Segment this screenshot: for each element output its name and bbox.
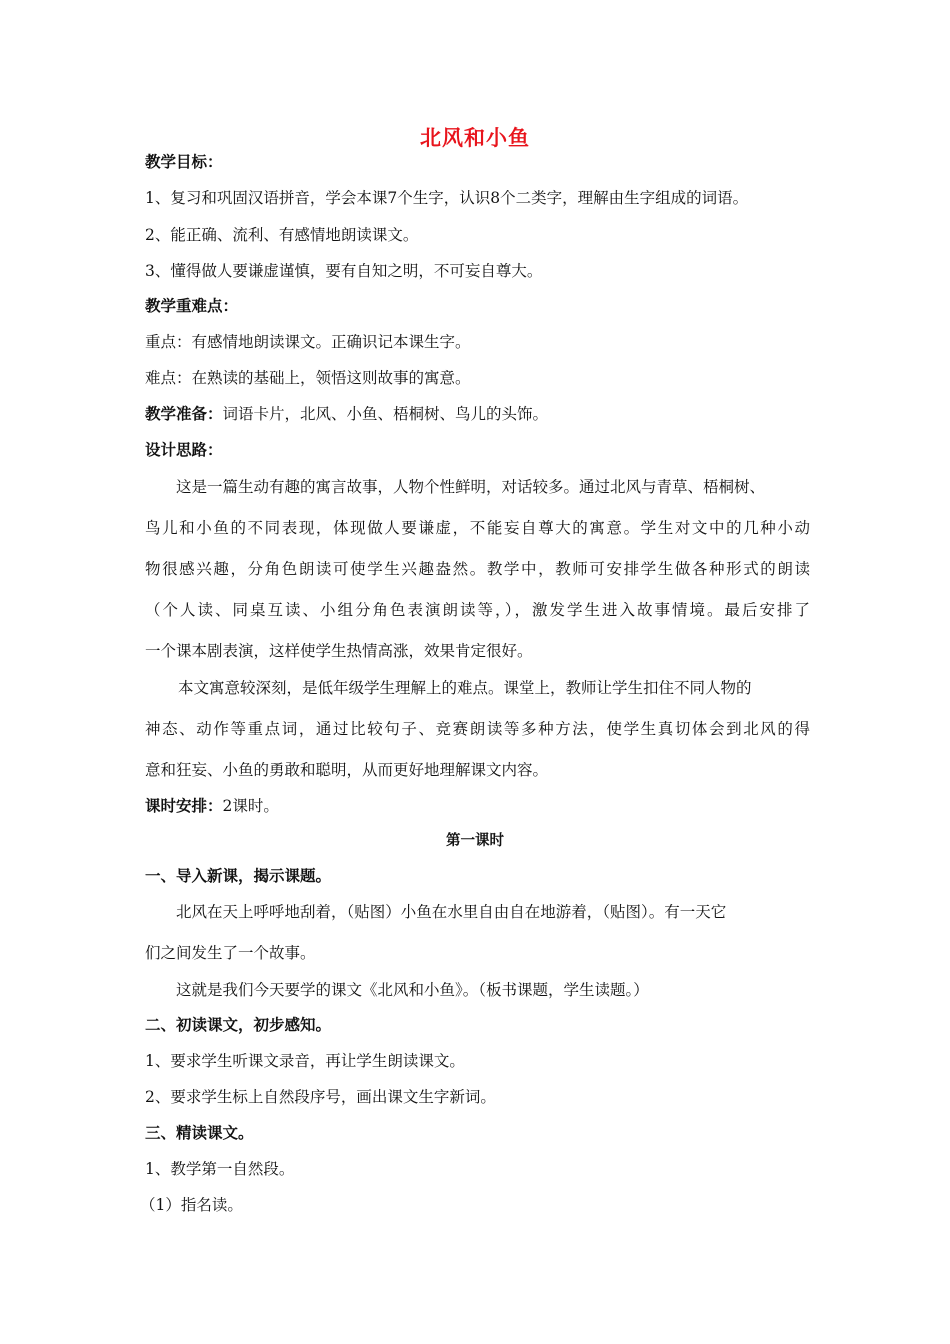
design-para2-line: 本文寓意较深刻，是低年级学生理解上的难点。课堂上，教师让学生扣住不同人物的 — [178, 679, 752, 697]
preparation-line — [145, 404, 810, 424]
objective-item: 3、懂得做人要谦虚谨慎，要有自知之明，不可妄自尊大。 — [145, 262, 543, 280]
key-point-text: 重点：有感情地朗读课文。正确识记本课生字。 — [145, 333, 471, 351]
section1-line: 们之间发生了一个故事。 — [145, 944, 316, 962]
section2-item: 2、要求学生标上自然段序号，画出课文生字新词。 — [145, 1088, 496, 1106]
section2-item: 1、要求学生听课文录音，再让学生朗读课文。 — [145, 1052, 465, 1070]
section-heading: 二、初读课文，初步感知。 — [145, 1016, 332, 1034]
objectives-heading: 教学目标： — [145, 153, 223, 171]
section1-line: 北风在天上呼呼地刮着，（贴图）小鱼在水里自由自在地游着，（贴图）。有一天它 — [176, 903, 727, 921]
key-points-heading: 教学重难点： — [145, 297, 239, 315]
design-para1-line: 这是一篇生动有趣的寓言故事，人物个性鲜明，对话较多。通过北风与青草、梧桐树、 — [176, 478, 766, 496]
section-heading: 三、精读课文。 — [145, 1124, 254, 1142]
section-heading: 一、导入新课，揭示课题。 — [145, 867, 332, 885]
schedule-line — [145, 796, 810, 816]
design-para1-line: 鸟儿和小鱼的不同表现，体现做人要谦虚，不能妄自尊大的寓意。学生对文中的几种小动 — [145, 519, 810, 537]
preparation-text: 词语卡片，北风、小鱼、梧桐树、鸟儿的头饰。 — [222, 405, 549, 423]
section3-item: 1、教学第一自然段。 — [145, 1160, 295, 1178]
difficult-point-text: 难点：在熟读的基础上，领悟这则故事的寓意。 — [145, 369, 471, 387]
section3-subitem: （1）指名读。 — [140, 1196, 243, 1214]
schedule-text: 2课时。 — [222, 797, 279, 815]
design-para1-line: 一个课本剧表演，这样使学生热情高涨，效果肯定很好。 — [145, 642, 533, 660]
objective-item: 2、能正确、流利、有感情地朗读课文。 — [145, 226, 419, 244]
objective-item: 1、复习和巩固汉语拼音，学会本课7个生字，认识8个二类字，理解由生字组成的词语。 — [145, 189, 749, 207]
section1-line: 这就是我们今天要学的课文《北风和小鱼》。（板书课题，学生读题。） — [176, 981, 649, 999]
schedule-label: 课时安排： — [145, 797, 223, 815]
document-title: 北风和小鱼 — [420, 126, 530, 150]
lesson-heading: 第一课时 — [446, 833, 504, 849]
preparation-label: 教学准备： — [145, 405, 223, 423]
design-heading: 设计思路： — [145, 441, 223, 459]
design-para2-line: 神态、动作等重点词，通过比较句子、竞赛朗读等多种方法，使学生真切体会到北风的得 — [145, 720, 810, 738]
design-para2-line: 意和狂妄、小鱼的勇敢和聪明，从而更好地理解课文内容。 — [145, 761, 549, 779]
design-para1-line: 物很感兴趣，分角色朗读可使学生兴趣盎然。教学中，教师可安排学生做各种形式的朗读 — [145, 560, 810, 578]
design-para1-line: （个人读、同桌互读、小组分角色表演朗读等，），激发学生进入故事情境。最后安排了 — [145, 601, 810, 619]
